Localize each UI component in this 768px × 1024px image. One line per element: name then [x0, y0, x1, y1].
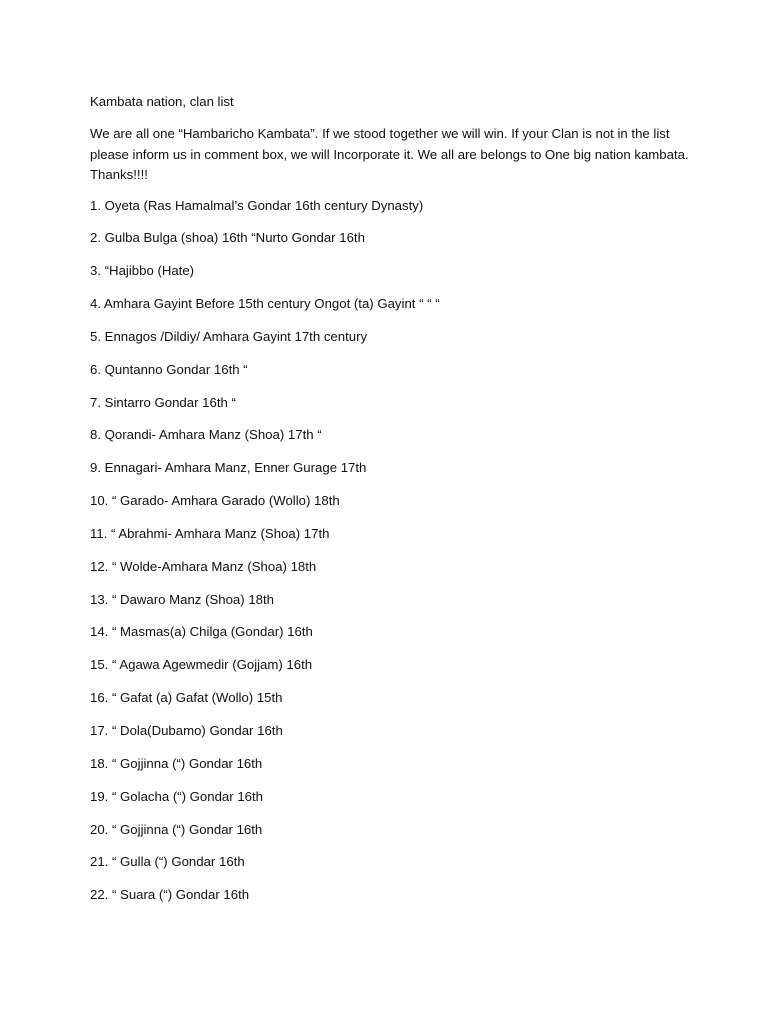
clan-list-item: 6. Quntanno Gondar 16th “ — [90, 361, 248, 377]
clan-list-item: 16. “ Gafat (a) Gafat (Wollo) 15th — [90, 690, 283, 706]
clan-list-item: 1. Oyeta (Ras Hamalmal’s Gondar 16th century Dynasty) — [90, 197, 424, 213]
clan-list-item: 3. “Hajibbo (Hate) — [90, 263, 195, 279]
clan-list — [90, 197, 690, 905]
clan-list-item: 4. Amhara Gayint Before 15th century Ongot (ta) Gayint “ “ “ — [90, 296, 440, 312]
intro-paragraph: We are all one “Hambaricho Kambata”. If we stood together we will win. If your Clan is not in the list please inform us in comment box, we will Incorporate it. We all are belongs to One big nation kambata. Thanks!!!! — [90, 126, 689, 182]
clan-list-item: 5. Ennagos /Dildiy/ Amhara Gayint 17th century — [90, 328, 368, 344]
clan-list-item: 18. “ Gojjinna (“) Gondar 16th — [90, 755, 263, 771]
clan-list-item: 11. “ Abrahmi- Amhara Manz (Shoa) 17th — [90, 525, 330, 541]
clan-list-item: 22. “ Suara (“) Gondar 16th — [90, 887, 250, 903]
clan-list-item: 8. Qorandi- Amhara Manz (Shoa) 17th “ — [90, 427, 322, 443]
clan-list-item: 9. Ennagari- Amhara Manz, Enner Gurage 17th — [90, 460, 367, 476]
clan-list-item: 20. “ Gojjinna (“) Gondar 16th — [90, 821, 263, 837]
clan-list-item: 17. “ Dola(Dubamo) Gondar 16th — [90, 723, 283, 738]
clan-list-item: 19. “ Golacha (“) Gondar 16th — [90, 788, 263, 804]
document-title: Kambata nation, clan list — [90, 94, 234, 109]
clan-list-item: 14. “ Masmas(a) Chilga (Gondar) 16th — [90, 624, 313, 640]
clan-list-item: 15. “ Agawa Agewmedir (Gojjam) 16th — [90, 657, 313, 673]
clan-list-item: 7. Sintarro Gondar 16th “ — [90, 394, 236, 410]
clan-list-item: 13. “ Dawaro Manz (Shoa) 18th — [90, 591, 274, 607]
clan-list-item: 10. “ Garado- Amhara Garado (Wollo) 18th — [90, 493, 340, 509]
document-content — [90, 93, 690, 919]
clan-list-item: 12. “ Wolde-Amhara Manz (Shoa) 18th — [90, 558, 317, 574]
clan-list-item: 2. Gulba Bulga (shoa) 16th “Nurto Gondar 16th — [90, 230, 365, 246]
clan-list-item: 21. “ Gulla (“) Gondar 16th — [90, 854, 245, 870]
